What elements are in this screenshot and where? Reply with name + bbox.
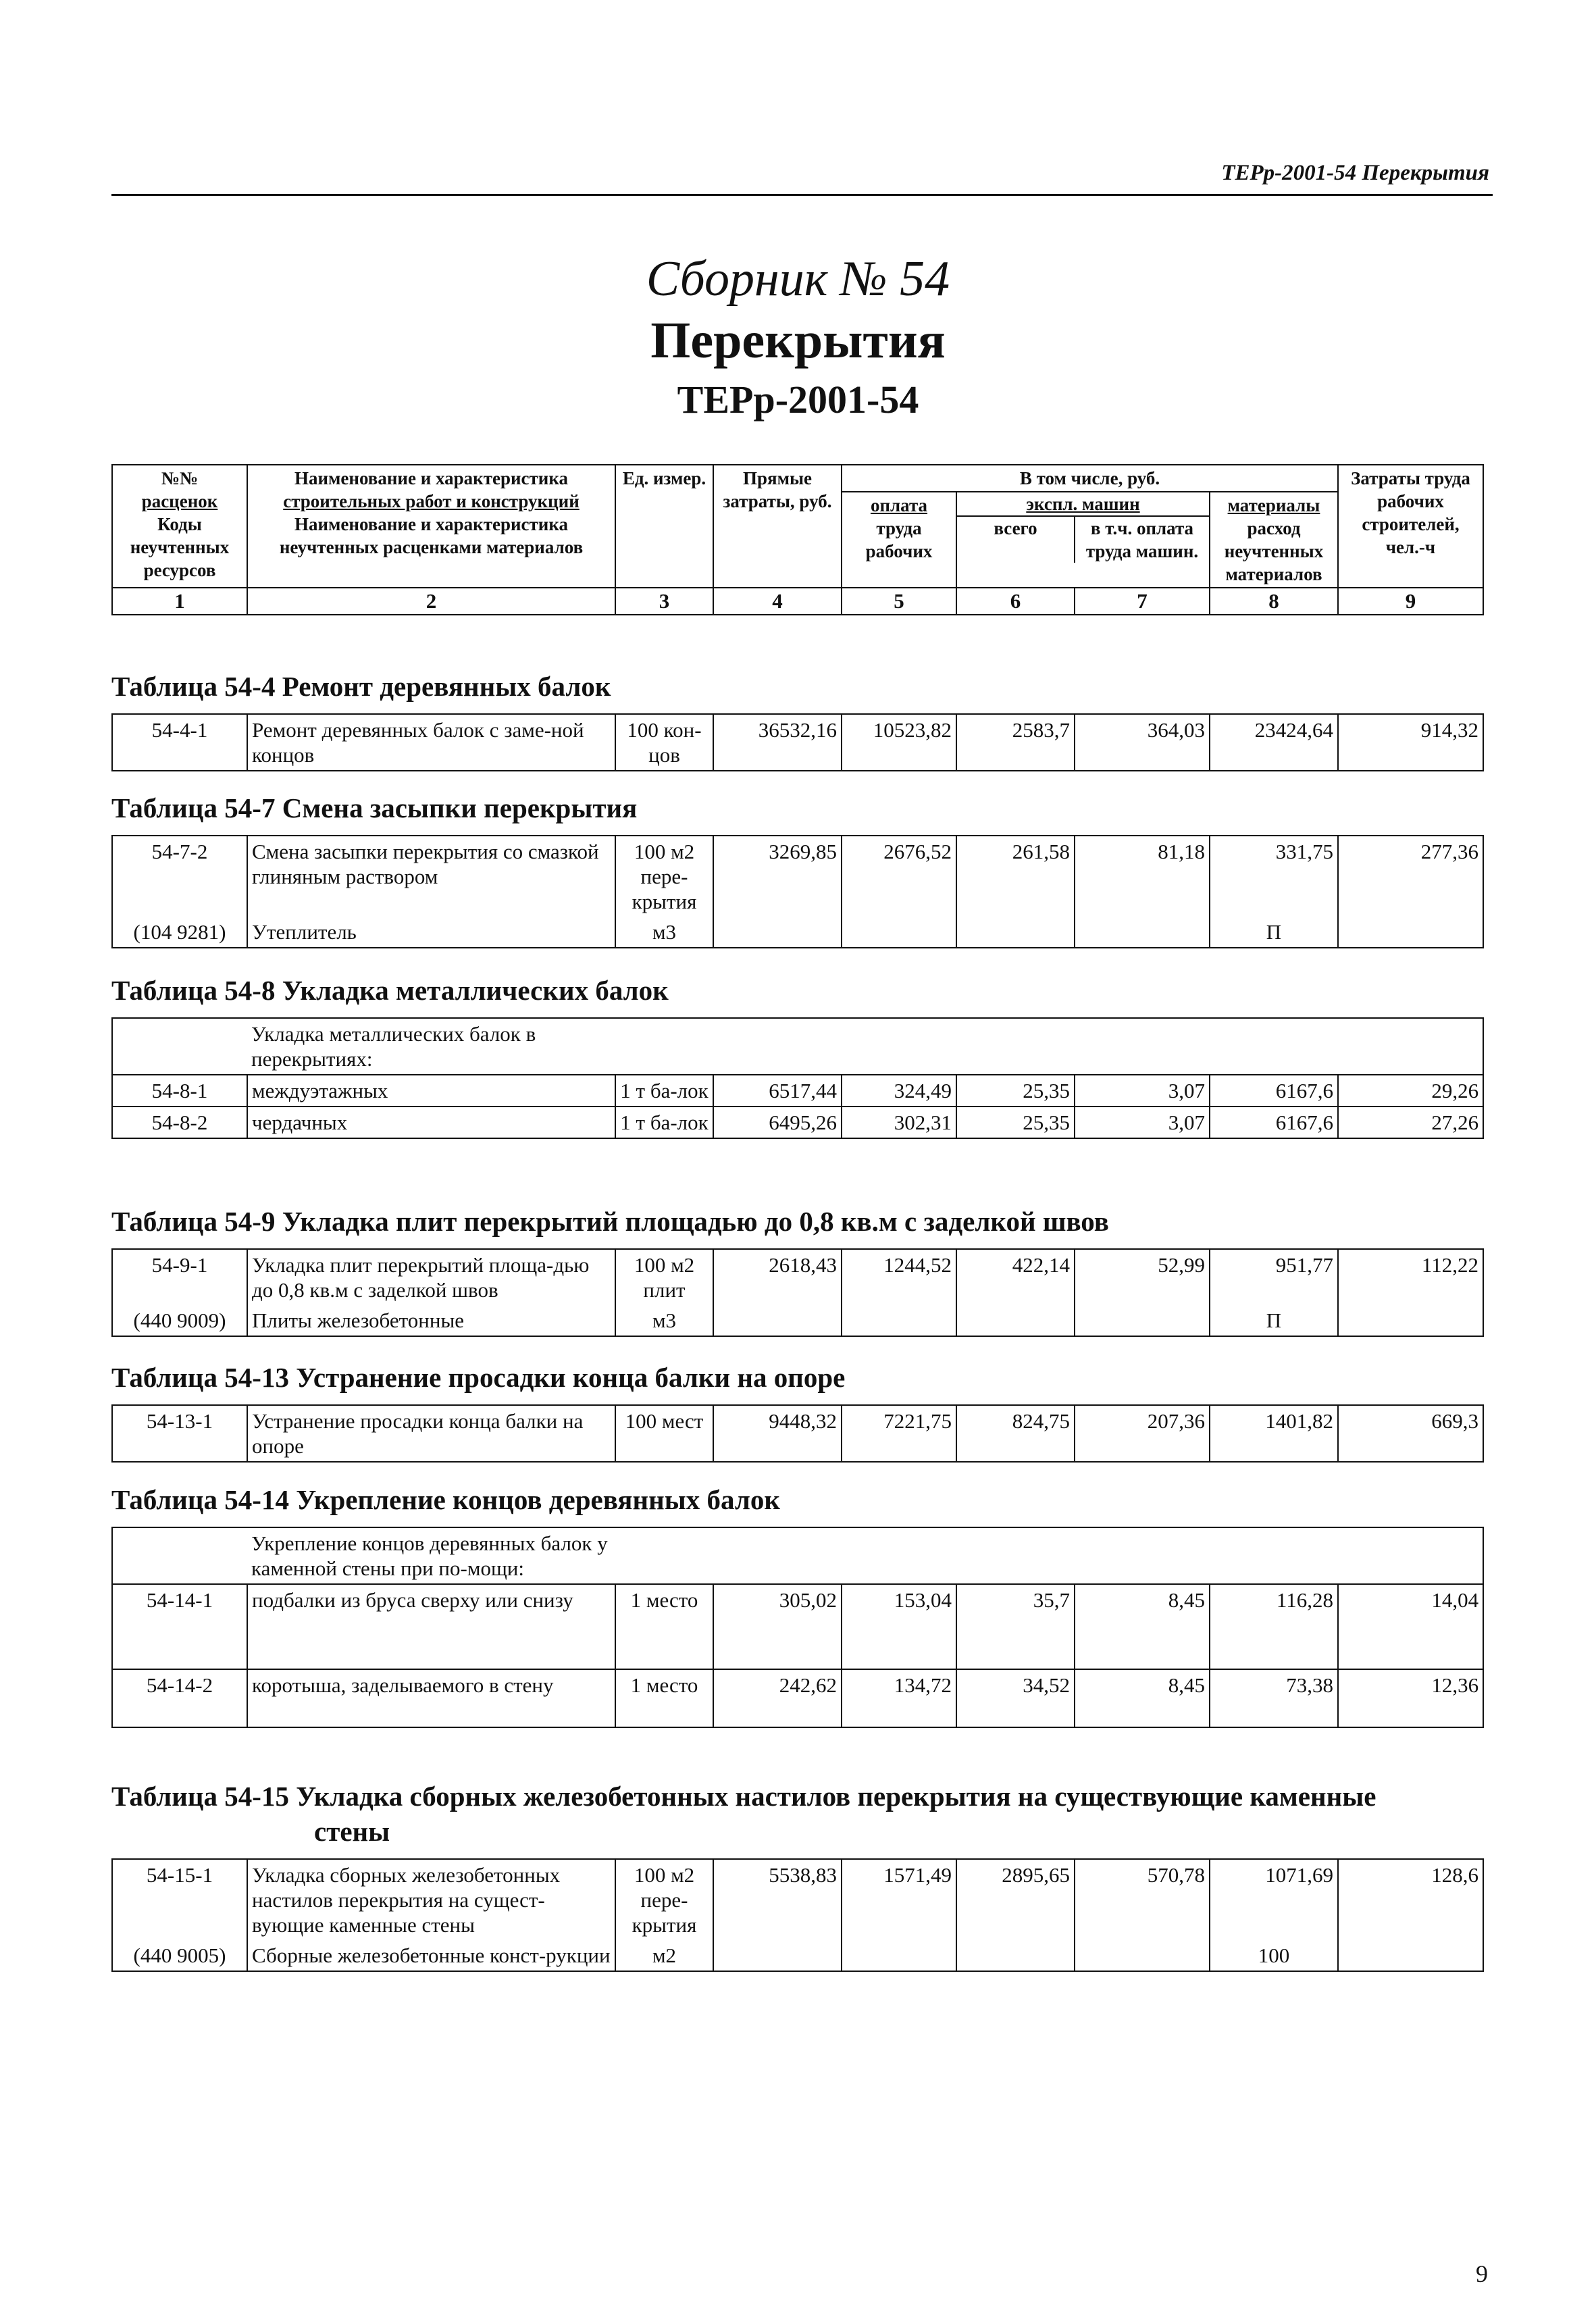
section-title: Таблица 54-7 Смена засыпки перекрытия — [111, 792, 638, 823]
section-54-7 — [111, 790, 1489, 948]
intro-row: Укладка металлических балок в перекрытиях: — [112, 1018, 1483, 1075]
table-row: 54-14-1 подбалки из бруса сверху или снизу 1 место 305,02 153,04 35,7 8,45 116,28 14,04 — [112, 1584, 1483, 1669]
header-including: В том числе, руб. — [842, 465, 1338, 492]
table-row: 54-9-1 Укладка плит перекрытий площа-дью до 0,8 кв.м с заделкой швов 100 м2 плит 2618,43 1244,52 422,14 52,99 951,77 112,22 — [112, 1249, 1483, 1305]
section-title: Таблица 54-14 Укрепление концов деревянных балок — [111, 1484, 780, 1515]
column-header-table — [111, 464, 1484, 615]
section-54-14 — [111, 1482, 1489, 1728]
section-54-9 — [111, 1204, 1489, 1337]
running-header: ТЕРр-2001-54 Перекрытия — [1221, 161, 1489, 185]
rates-table — [111, 1404, 1484, 1463]
table-row: 54-15-1 Укладка сборных железобетонных настилов перекрытия на сущест-вующие каменные стены 100 м2 пере-крытия 5538,83 1571,49 2895,65 570,78 1071,69 128,6 — [112, 1859, 1483, 1940]
header-code: №№ расценок Коды неучтенных ресурсов — [112, 465, 247, 588]
header-labor-pay: оплата труда рабочих — [842, 492, 956, 588]
rates-table — [111, 1248, 1484, 1337]
header-direct-costs: Прямые затраты, руб. — [713, 465, 842, 588]
header-name: Наименование и характеристика строительных работ и конструкций Наименование и характеристика неучтенных расценками материалов — [247, 465, 615, 588]
rates-table — [111, 713, 1484, 771]
collection-title: Сборник № 54 — [646, 251, 950, 307]
collection-subject: Перекрытия — [650, 312, 946, 369]
section-54-4 — [111, 669, 1489, 771]
section-title: Таблица 54-9 Укладка плит перекрытий площадью до 0,8 кв.м с заделкой швов — [111, 1206, 1109, 1237]
section-title: Таблица 54-13 Устранение просадки конца балки на опоре — [111, 1362, 846, 1393]
section-title: Таблица 54-15 Укладка сборных железобетонных настилов перекрытия на существующие каменные стены — [111, 1781, 1376, 1847]
rates-table — [111, 1527, 1484, 1728]
header-machines: экспл. машин всего в т.ч. оплата труда машин. — [956, 492, 1210, 588]
collection-code: ТЕРр-2001-54 — [677, 378, 919, 422]
table-row: 54-7-2 Смена засыпки перекрытия со смазкой глиняным раствором 100 м2 пере-крытия 3269,85 2676,52 261,58 81,18 331,75 277,36 — [112, 836, 1483, 917]
table-row: 54-14-2 коротыша, заделываемого в стену 1 место 242,62 134,72 34,52 8,45 73,38 12,36 — [112, 1669, 1483, 1727]
section-title: Таблица 54-4 Ремонт деревянных балок — [111, 671, 611, 702]
header-labor-hours: Затраты труда рабочих строителей, чел.-ч — [1338, 465, 1483, 588]
table-row: 54-13-1 Устранение просадки конца балки на опоре 100 мест 9448,32 7221,75 824,75 207,36 1401,82 669,3 — [112, 1405, 1483, 1462]
resource-row: (104 9281) Утеплитель м3 П — [112, 917, 1483, 948]
title-block — [0, 250, 1596, 427]
table-row: 54-8-1 междуэтажных 1 т ба-лок 6517,44 324,49 25,35 3,07 6167,6 29,26 — [112, 1075, 1483, 1107]
table-row: 54-8-2 чердачных 1 т ба-лок 6495,26 302,31 25,35 3,07 6167,6 27,26 — [112, 1107, 1483, 1138]
header-materials: материалы расход неучтенных материалов — [1210, 492, 1338, 588]
rates-table — [111, 1858, 1484, 1972]
section-54-8 — [111, 973, 1489, 1139]
header-column-numbers: 1 2 3 4 5 6 7 8 9 — [112, 588, 1483, 615]
header-rule — [111, 194, 1493, 196]
section-54-13 — [111, 1360, 1489, 1463]
section-title: Таблица 54-8 Укладка металлических балок — [111, 975, 669, 1006]
resource-row: (440 9005) Сборные железобетонные конст-рукции м2 100 — [112, 1940, 1483, 1971]
rates-table — [111, 835, 1484, 948]
section-54-15 — [111, 1779, 1489, 1972]
resource-row: (440 9009) Плиты железобетонные м3 П — [112, 1305, 1483, 1336]
header-unit: Ед. измер. — [615, 465, 713, 588]
table-row: 54-4-1 Ремонт деревянных балок с заме-ной концов 100 кон-цов 36532,16 10523,82 2583,7 364,03 23424,64 914,32 — [112, 714, 1483, 771]
page-number: 9 — [1476, 2260, 1488, 2287]
rates-table — [111, 1017, 1484, 1139]
intro-row: Укрепление концов деревянных балок у каменной стены при по-мощи: — [112, 1527, 1483, 1584]
